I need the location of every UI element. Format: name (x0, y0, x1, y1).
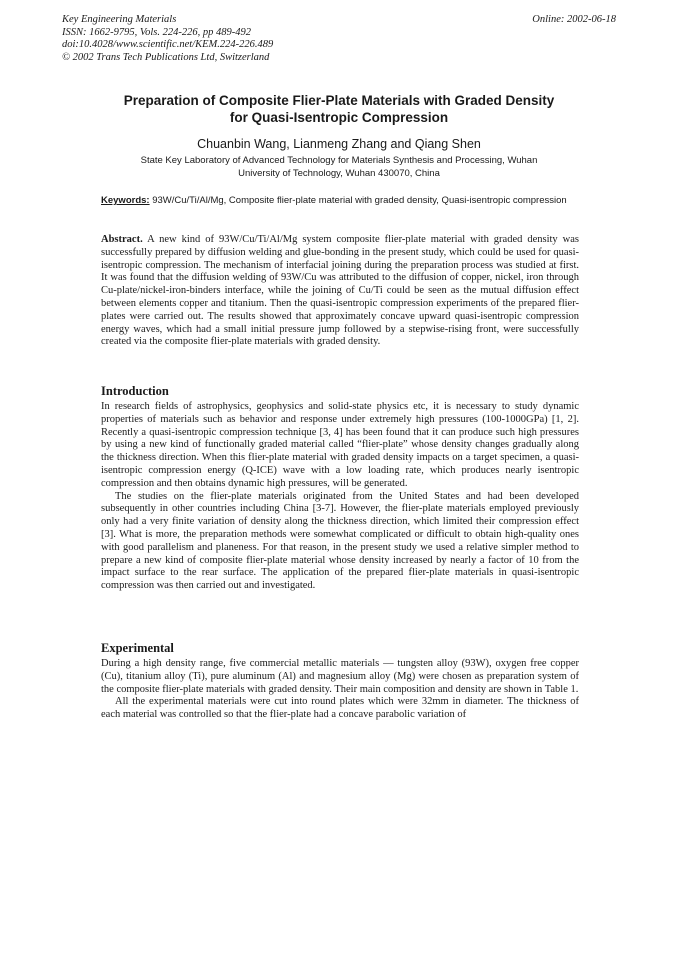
doi-line: doi:10.4028/www.scientific.net/KEM.224-226.489 (62, 39, 274, 50)
introduction-body (101, 401, 579, 593)
affiliation-line-1: State Key Laboratory of Advanced Technology for Materials Synthesis and Processing, Wuhan (140, 155, 538, 166)
exp-paragraph-2: All the experimental materials were cut into round plates which were 32mm in diameter. The thickness of each material was controlled so that the flier-plate had a concave parabolic variation of (101, 696, 579, 721)
affiliation-line-2: University of Technology, Wuhan 430070, China (238, 167, 440, 179)
abstract-label: Abstract. (101, 234, 143, 245)
copyright-line: © 2002 Trans Tech Publications Ltd, Switzerland (62, 51, 270, 63)
journal-name: Key Engineering Materials (62, 14, 177, 25)
intro-paragraph-1: In research fields of astrophysics, geophysics and solid-state physics etc, it is necessary to study dynamic properties of materials such as behavior and response under extremely high pressures (100-1000GPa) [1, 2]. Recently a quasi-isentropic compression technique [3, 4] has been found that it can produce such high pressures by using a new kind of functionally graded material called “flier-plate” whose density changes gradually along the thickness direction. When this flier-plate material with graded density impacts on a target specimen, a quasi-isentropic compression energy (Q-ICE) wave with a low loading rate, which produces nearly isentropic compression and then obtains dynamic high pressures, will be generated. (101, 401, 579, 489)
keywords-block (101, 195, 581, 207)
title-line-2: for Quasi-Isentropic Compression (229, 110, 449, 125)
paper-title (60, 92, 618, 126)
issn-line: ISSN: 1662-9795, Vols. 224-226, pp 489-492 (62, 26, 251, 38)
experimental-heading: Experimental (101, 641, 174, 655)
keywords-label: Keywords: (101, 195, 150, 206)
keywords-text: 93W/Cu/Ti/Al/Mg, Composite flier-plate material with graded density, Quasi-isentropic compression (149, 195, 567, 206)
abstract (101, 234, 579, 349)
affiliation (90, 155, 588, 180)
exp-paragraph-1: During a high density range, five commercial metallic materials — tungsten alloy (93W), oxygen free copper (Cu), titanium alloy (Ti), pure aluminum (Al) and magnesium alloy (Mg) were chosen as preparation system of the composite flier-plate materials with graded density. Their main composition and density are shown in Table 1. (101, 658, 579, 695)
title-line-1: Preparation of Composite Flier-Plate Materials with Graded Density (123, 93, 555, 108)
introduction-heading: Introduction (101, 384, 169, 398)
online-date: Online: 2002-06-18 (532, 14, 616, 25)
experimental-body (101, 658, 579, 722)
authors: Chuanbin Wang, Lianmeng Zhang and Qiang Shen (197, 137, 481, 151)
abstract-text: A new kind of 93W/Cu/Ti/Al/Mg system composite flier-plate material with graded density was successfully prepared by diffusion welding and glue-bonding in the present study, which could be used for quasi-isentropic compression. The mechanism of interfacial joining during the preparation process was studied at first. It was found that the diffusion welding of 93W/Cu was attributed to the diffusion of copper, nickel, iron through Cu-plate/nickel-iron-binders interface, while the joining of Cu/Ti could be seen as the mutual diffusion effect between elements copper and titanium. Then the quasi-isentropic compression experiments of the prepared flier-plates were carried out. The results showed that approximately concave upward quasi-isentropic compression energy waves, which had a small initial pressure jump followed by a stepwise-rising front, were successfully created via the composite flier-plate materials with graded density. (101, 234, 579, 348)
intro-paragraph-2: The studies on the flier-plate materials originated from the United States and had been developed subsequently in other countries including China [3-7]. However, the flier-plate materials employed previously only had a very finite variation of density along the thickness direction, which limited their compression effect [3]. What is more, the preparation methods were somewhat complicated or difficult to obtain high-quality ones with good parallelism and planeness. For that reason, in the present study we used a relative simpler method to prepare a new kind of composite flier-plate material whose density increased by nearly a factor of 10 from the impact surface to the rear surface. The application of the prepared flier-plate materials in quasi-isentropic compression was then carried out and investigated. (101, 490, 579, 592)
journal-header (62, 14, 273, 64)
